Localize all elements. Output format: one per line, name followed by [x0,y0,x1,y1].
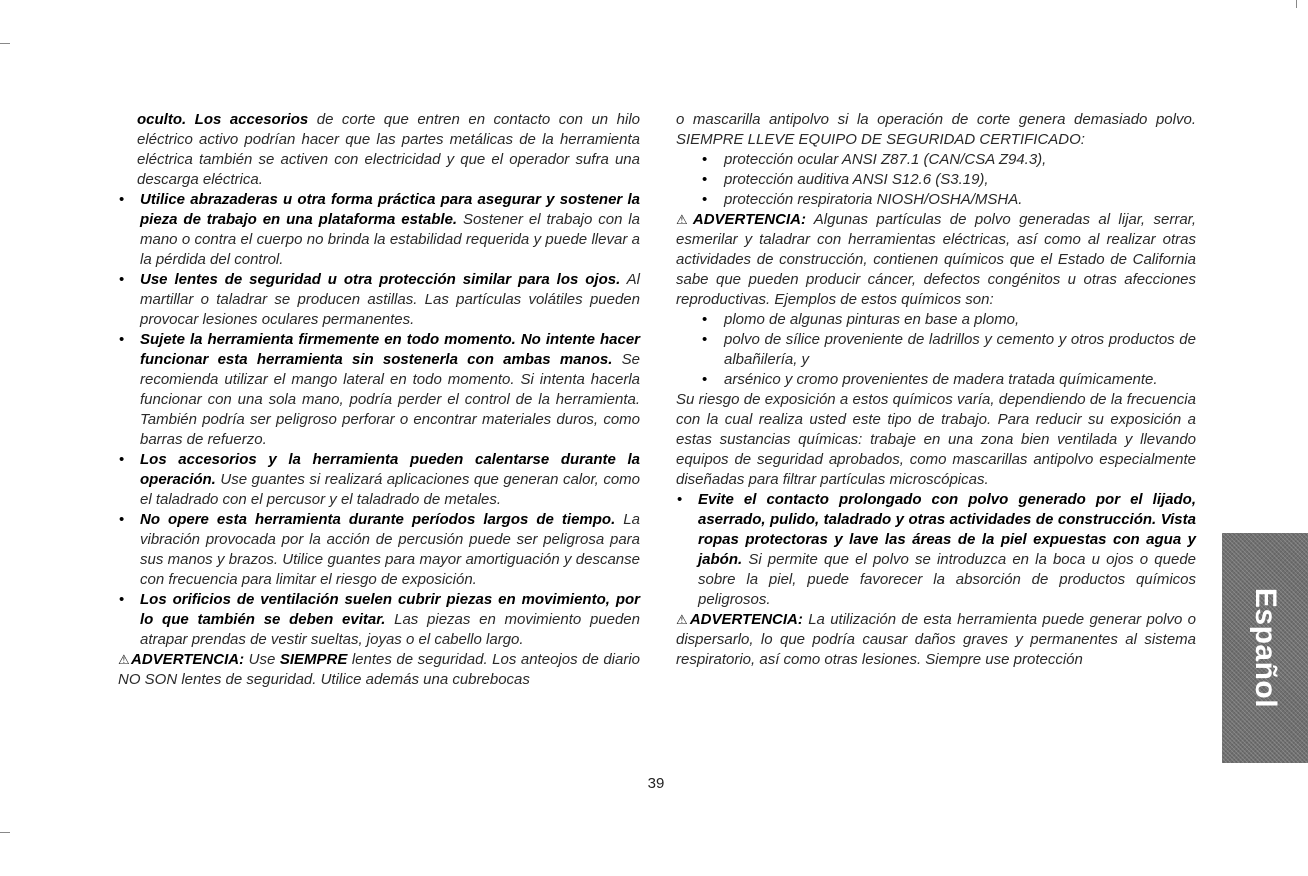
risk-paragraph: Su riesgo de exposición a estos químicos varía, dependiendo de la frecuencia con la cual realiza usted este tipo de trabajo. Para reducir su exposición a estas sustancias químicas: trabaje en una zona bien ventilada y llevando equipos de seguridad aprobados, como mascarillas antipolvo especialmente diseñadas para filtrar partículas microscópicas. [676,391,1196,488]
list-item: • Evite el contacto prolongado con polvo generado por el lijado, aserrado, pulido, taladrado y otras actividades de construcción. Vista ropas protectoras y lave las áreas de la piel expuestas con agua y jabón. Si permite que el polvo se introduzca en la boca u ojos o quede sobre la piel, puede favorecer la absorción de productos químicos peligrosos. [676,490,1196,610]
list-item: • Use lentes de seguridad u otra protección similar para los ojos. Al martillar o taladrar se producen astillas. Las partículas volátiles pueden provocar lesiones oculares permanentes. [118,270,640,330]
right-warning-paragraph-1: ⚠ADVERTENCIA: Algunas partículas de polvo generadas al lijar, serrar, esmerilar y taladrar con herramientas eléctricas, así como al realizar otras actividades de construcción, contienen químicos que el Estado de California sabe que pueden producir cáncer, defectos congénitos u otras afecciones reproductivas. Ejemplos de estos químicos son: [676,211,1196,308]
crop-mark-top-right [1296,0,1297,8]
list-item: • Los orificios de ventilación suelen cubrir piezas en movimiento, por lo que también se deben evitar. Las piezas en movimiento pueden atrapar prendas de vestir sueltas, joyas o el cabello largo. [118,590,640,650]
crop-mark-top-left [0,43,10,44]
left-intro-paragraph: oculto. Los accesorios de corte que entren en contacto con un hilo eléctrico activo podrían hacer que las partes metálicas de la herramienta eléctrica también se activen con electricidad y que el operador sufra una descarga eléctrica. [137,111,640,188]
list-item: • protección ocular ANSI Z87.1 (CAN/CSA Z94.3), [676,150,1196,170]
right-safety-list [676,490,1196,610]
list-item: • protección auditiva ANSI S12.6 (S3.19), [676,170,1196,190]
left-column [118,110,640,690]
chemicals-list [676,310,1196,390]
right-column [676,110,1196,670]
warning-triangle-icon: ⚠ [118,652,131,667]
list-item: • Los accesorios y la herramienta pueden calentarse durante la operación. Use guantes si realizará aplicaciones que generan calor, como el taladrado con el percusor y el taladrado de metales. [118,450,640,510]
list-item: • plomo de algunas pinturas en base a plomo, [676,310,1196,330]
crop-mark-bottom-left [0,832,10,833]
warning-triangle-icon: ⚠ [676,212,692,227]
list-item: • arsénico y cromo provenientes de madera tratada químicamente. [676,370,1196,390]
left-safety-list [118,190,640,650]
right-intro-paragraph: o mascarilla antipolvo si la operación de corte genera demasiado polvo. SIEMPRE LLEVE EQUIPO DE SEGURIDAD CERTIFICADO: [676,111,1196,148]
side-tab-label: Español [1249,587,1282,709]
list-item: • polvo de sílice proveniente de ladrillos y cemento y otros productos de albañilería, y [676,330,1196,370]
page-number: 39 [647,775,665,792]
language-side-tab [1222,533,1308,763]
list-item: • Utilice abrazaderas u otra forma práctica para asegurar y sostener la pieza de trabajo en una plataforma estable. Sostener el trabajo con la mano o contra el cuerpo no brinda la estabilidad requerida y puede llevar a la pérdida del control. [118,190,640,270]
left-warning-paragraph: ⚠ADVERTENCIA: Use SIEMPRE lentes de seguridad. Los anteojos de diario NO SON lentes de seguridad. Utilice además una cubrebocas [118,651,641,688]
list-item: • protección respiratoria NIOSH/OSHA/MSHA. [676,190,1196,210]
right-warning-paragraph-2: ⚠ADVERTENCIA: La utilización de esta herramienta puede generar polvo o dispersarlo, lo que podría causar daños graves y permanentes al sistema respiratorio, así como otras lesiones. Siempre use protección [676,611,1197,668]
equipment-list [676,150,1196,210]
warning-triangle-icon: ⚠ [676,612,689,627]
list-item: • No opere esta herramienta durante períodos largos de tiempo. La vibración provocada por la acción de percusión puede ser peligrosa para sus manos y brazos. Utilice guantes para mayor amortiguación y descanse con frecuencia para limitar el riesgo de exposición. [118,510,640,590]
list-item: • Sujete la herramienta firmemente en todo momento. No intente hacer funcionar esta herramienta sin sostenerla con ambas manos. Se recomienda utilizar el mango lateral en todo momento. Si intenta hacerla funcionar con una sola mano, podría perder el control de la herramienta. También podría ser peligroso perforar o encontrar materiales duros, como barras de refuerzo. [118,330,640,450]
